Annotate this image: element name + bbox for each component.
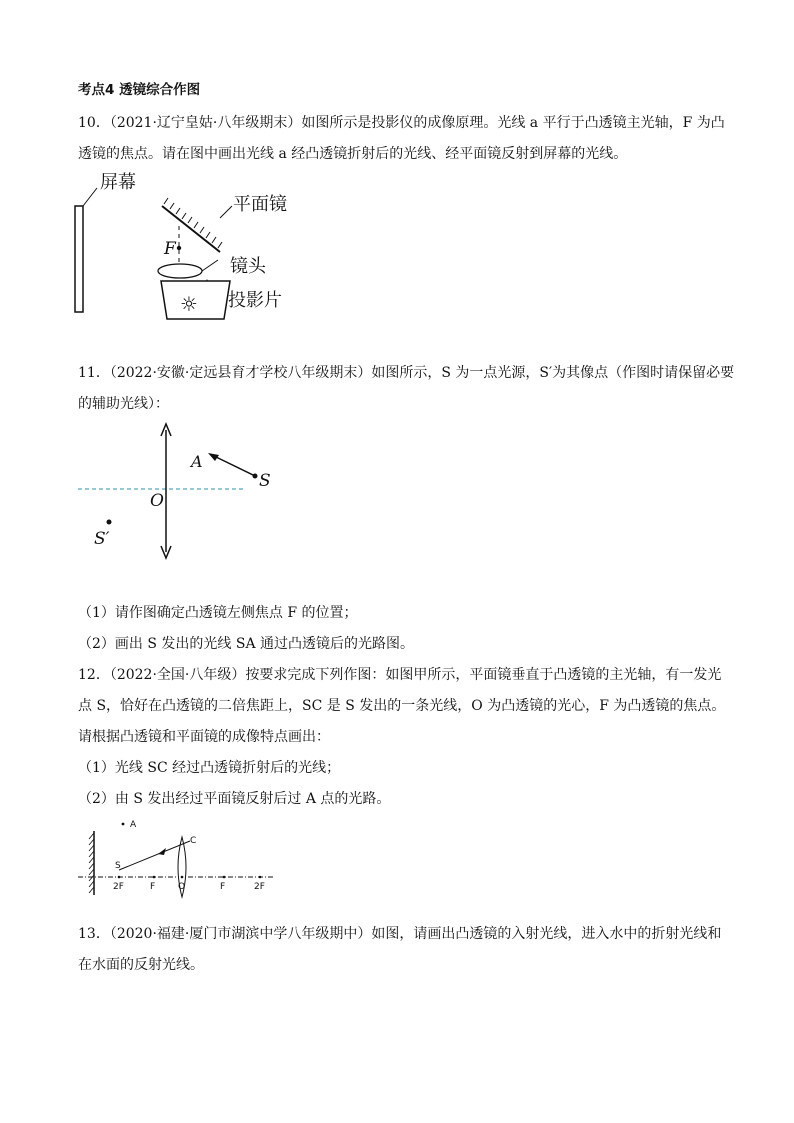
label-a: A: [130, 820, 137, 830]
point-a: [122, 823, 125, 826]
section-title: 考点4 透镜综合作图: [78, 82, 201, 98]
axis-label-o: O: [178, 882, 186, 892]
q11-sub-1: （1）请作图确定凸透镜左侧焦点 F 的位置；: [78, 605, 358, 621]
screen-label: 屏幕: [100, 172, 136, 193]
axis-label-2f-left: 2F: [113, 882, 124, 892]
q10-projector-figure: [70, 168, 330, 320]
point-s: [253, 474, 258, 479]
point-s-prime: [107, 520, 112, 525]
axis-label-f-left: F: [150, 882, 156, 892]
q12-sub-2: （2）由 S 发出经过平面镜反射后过 A 点的光路。: [78, 791, 391, 807]
q10-text-line-2: 透镜的焦点。请在图中画出光线 a 经凸透镜折射后的光线、经平面镜反射到屏幕的光线。: [78, 146, 628, 162]
q13-text-line-1: 13．（2020·福建·厦门市湖滨中学八年级期中）如图，请画出凸透镜的入射光线，进入水中的折射光线和: [78, 926, 722, 942]
axis-label-2f-right: 2F: [254, 882, 265, 892]
q11-sub-2: （2）画出 S 发出的光线 SA 通过凸透镜后的光路图。: [78, 636, 414, 652]
lens-label: 镜头: [230, 256, 266, 277]
label-s-prime: S′: [94, 529, 110, 549]
label-o: O: [150, 491, 164, 511]
mirror-label: 平面镜: [233, 194, 287, 215]
label-c: C: [190, 836, 197, 846]
lamp-icon: ☼: [180, 292, 198, 316]
screen-rect: [75, 206, 83, 312]
q11-text-line-2: 的辅助光线）：: [78, 396, 169, 412]
focus-point: [177, 246, 181, 250]
q12-mirror-lens-figure: [74, 815, 284, 900]
q12-text-line-3: 请根据凸透镜和平面镜的成像特点画出：: [78, 729, 330, 745]
q12-text-line-2: 点 S，恰好在凸透镜的二倍焦距上，SC 是 S 发出的一条光线，O 为凸透镜的光心，F 为凸透镜的焦点。: [78, 698, 726, 714]
q12-sub-1: （1）光线 SC 经过凸透镜折射后的光线；: [78, 760, 341, 776]
slide-label: 投影片: [228, 290, 282, 311]
focus-label: F: [164, 239, 176, 259]
q13-text-line-2: 在水面的反射光线。: [78, 957, 204, 973]
q11-text-line-1: 11．（2022·安徽·定远县育才学校八年级期末）如图所示，S 为一点光源，S′为其像点（作图时请保留必要: [78, 365, 735, 381]
lens-ellipse: [158, 264, 202, 278]
label-a: A: [191, 452, 203, 471]
q10-text-line-1: 10．（2021·辽宁皇姑·八年级期末）如图所示是投影仪的成像原理。光线 a 平行于凸透镜主光轴，F 为凸: [78, 115, 725, 131]
label-s: S: [259, 471, 271, 491]
q12-text-line-1: 12．（2022·全国·八年级）按要求完成下列作图：如图甲所示，平面镜垂直于凸透镜的主光轴，有一发光: [78, 667, 722, 683]
label-s: S: [115, 861, 121, 871]
ray-sa: [214, 456, 255, 476]
axis-label-f-right: F: [220, 882, 226, 892]
q11-lens-figure: [78, 422, 288, 562]
